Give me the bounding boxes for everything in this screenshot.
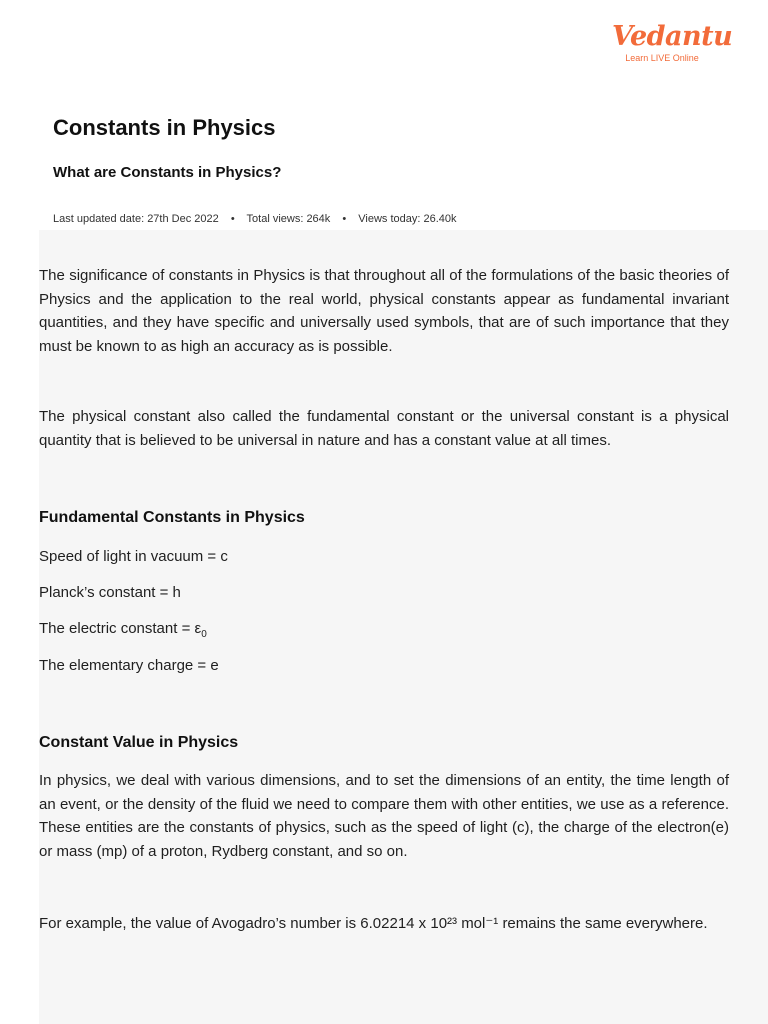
intro-paragraph: The significance of constants in Physics is that throughout all of the formulations of the basic theories of Physics and the application to the real world, physical constants appear as fundamental invariant quantities, and they have specific and universally used symbols, that are of such importance that they must be known to as high an accuracy as is possible.: [39, 267, 729, 355]
article-body: [39, 230, 768, 1024]
constant-electric-subscript: 0: [201, 629, 207, 640]
total-views: Total views: 264k: [246, 213, 331, 225]
logo-tagline: Learn LIVE Online: [625, 53, 699, 63]
article-meta: [53, 211, 457, 227]
logo-wordmark: Vedantu: [612, 21, 733, 52]
page-subtitle: What are Constants in Physics?: [53, 164, 282, 181]
constant-elementary-charge: The elementary charge = e: [39, 657, 219, 674]
avogadro-paragraph: For example, the value of Avogadro’s number is 6.02214 x 10²³ mol⁻¹ remains the same everywhere.: [39, 915, 708, 932]
page-header: [0, 0, 768, 230]
meta-separator: •: [230, 213, 235, 225]
section-heading-fundamental-constants: Fundamental Constants in Physics: [39, 509, 305, 526]
definition-paragraph: The physical constant also called the fundamental constant or the universal constant is a physical quantity that is believed to be universal in nature and has a constant value at all times.: [39, 408, 729, 449]
constant-speed-of-light: Speed of light in vacuum = c: [39, 548, 228, 565]
constant-electric: [39, 618, 207, 646]
dimensions-paragraph: In physics, we deal with various dimensions, and to set the dimensions of an entity, the time length of an event, or the density of the fluid we need to compare them with other entities, we use as a reference. These entities are the constants of physics, such as the speed of light (c), the charge of the electron(e) or mass (mp) of a proton, Rydberg constant, and so on.: [39, 772, 729, 860]
section-heading-constant-value: Constant Value in Physics: [39, 734, 239, 751]
constant-planck: Planck’s constant = h: [39, 584, 181, 601]
last-updated-date: Last updated date: 27th Dec 2022: [53, 213, 219, 225]
meta-separator: •: [342, 213, 347, 225]
page-title: Constants in Physics: [53, 115, 276, 140]
vedantu-logo[interactable]: [612, 20, 733, 63]
views-today: Views today: 26.40k: [358, 213, 457, 225]
constant-electric-text: The electric constant = ε: [39, 620, 202, 637]
